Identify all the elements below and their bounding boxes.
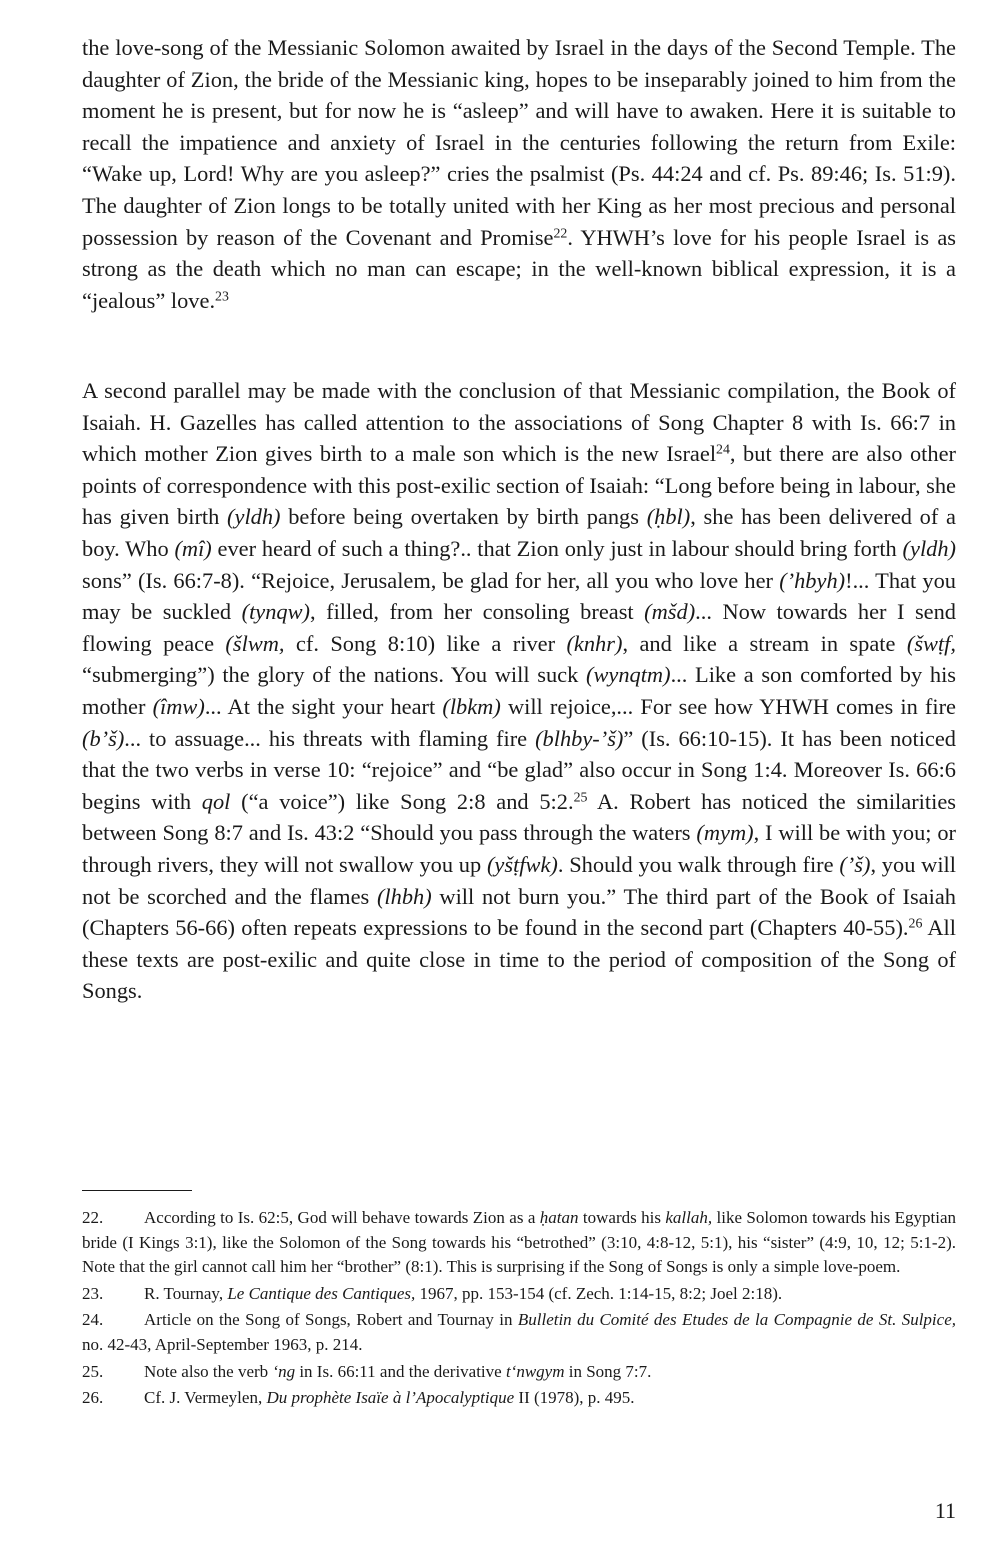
footnote-number: 24. [82, 1310, 104, 1330]
hebrew-term: (ḥbl) [646, 504, 691, 530]
text-run: , and like a stream in spate [622, 630, 907, 656]
footnote-22 [82, 1206, 956, 1280]
hebrew-term: (yšṭfwk) [486, 851, 558, 877]
book-title: Le Cantique des Cantiques, [227, 1283, 416, 1303]
footnote-number: 25. [82, 1361, 104, 1381]
text-run: the love-song of the Messianic Solomon awaited by Israel in the days of the Second Temple. The daughter of Zion, the bride of the Messianic king, hopes to be inseparably joined to him from the moment he is present, but for now he is “asleep” and will have to awaken. Here it is suitable to recall the impatience and anxiety of Israel in the centuries following the return from Exile: “Wake up, Lord! Why are you asleep?” cries the psalmist (Ps. 44:24 and cf. Ps. 89:46; Is. 51:9). The daughter of Zion longs to be totally united with her King as her most precious and personal possession by reason of the Covenant and Promise [82, 35, 956, 250]
footnote-24 [82, 1308, 956, 1357]
hebrew-term: (yldh) [227, 504, 281, 530]
hebrew-term: (’š) [839, 851, 871, 877]
text-run: sons” (Is. 66:7-8). “Rejoice, Jerusalem, be glad for her, all you who love her [82, 567, 780, 593]
hebrew-term: (mî) [174, 535, 212, 561]
hebrew-term: (yldh) [902, 535, 957, 561]
body-paragraph-2 [82, 375, 956, 1007]
footnote-ref-26: 26 [908, 916, 923, 932]
text-run: (“a voice”) like Song 2:8 and 5:2. [230, 788, 574, 814]
text-run: towards his [578, 1208, 666, 1227]
text-run: , she has been delivered of a boy. Who [82, 504, 956, 561]
text-run: , I will be with you; or through rivers, they will not swallow you up [82, 820, 957, 877]
text-run: , but there are also other points of correspondence with this post-exilic section of Isaiah: “Long before being in labour, she has given birth [82, 441, 956, 530]
footnote-23 [82, 1282, 956, 1307]
text-run: ... Like a son comforted by his mother [82, 662, 957, 719]
hebrew-term: (îmw) [152, 693, 205, 719]
hebrew-term: (mym) [696, 820, 754, 846]
hebrew-term: (blhby-’š) [535, 725, 624, 751]
text-run: ever heard of such a thing?.. that Zion only just in labour should bring forth [211, 535, 903, 561]
text-run: ... At the sight your heart [204, 693, 443, 719]
text-run: ... to assuage... his threats with flaming fire [124, 725, 536, 751]
footnote-ref-23: 23 [215, 289, 229, 305]
text-run: ... Now towards her I send flowing peace [82, 599, 956, 656]
text-run: A second parallel may be made with the conclusion of that Messianic compilation, the Book of Isaiah. H. Gazelles has called attention to the associations of Song Chapter 8 with Is. 66:7 in which mother Zion gives birth to a male son which is the new Israel [82, 378, 956, 467]
page-number: 11 [934, 1498, 956, 1523]
text-run: . YHWH’s love for his people Israel is as strong as the death which no man can escape; in the well-known biblical expression, it is a “jealous” love. [82, 224, 956, 313]
text-run: like Solomon towards his Egyptian bride (I Kings 3:1), like the Solomon of the Song towards his “betrothed” (3:10, 4:8-12, 5:1), his “sister” (4:9, 10, 12; 5:1-2). Note that the girl cannot call him her “brother” (8:1). This is surprising if the Song of Songs is only a simple love-poem. [82, 1208, 956, 1277]
footnote-ref-24: 24 [716, 442, 730, 458]
footnote-number: 23. [82, 1283, 104, 1303]
text-run: !... That you may be suckled [82, 567, 956, 625]
hebrew-term: (mšd) [644, 599, 696, 625]
text-run: Cf. J. Vermeylen, [144, 1388, 267, 1408]
hebrew-term: (šwṭf, [906, 630, 957, 656]
text-run: R. Tournay, [144, 1283, 228, 1303]
hebrew-term: ‘ng [272, 1361, 296, 1381]
text-run: Note also the verb [144, 1361, 273, 1381]
footnote-divider [82, 1190, 192, 1191]
text-run: in Song 7:7. [564, 1361, 652, 1381]
footnote-25 [82, 1360, 956, 1385]
footnotes-list [82, 1206, 956, 1413]
footnote-26 [82, 1386, 956, 1411]
text-run: cf. Song 8:10) like a river [284, 630, 567, 656]
text-run: A. Robert has noticed the similarities between Song 8:7 and Is. 43:2 “Should you pass through the waters [82, 788, 956, 846]
hebrew-term: qol [201, 788, 231, 814]
journal-title: Bulletin du Comité des Etudes de la Compagnie de St. Sulpice, [517, 1310, 956, 1330]
hebrew-term: (’hbyh) [779, 567, 846, 593]
hebrew-term: t‘nwgym [505, 1361, 565, 1381]
hebrew-term: (šlwm, [225, 630, 285, 656]
text-run: All these texts are post-exilic and quite close in time to the period of composition of the Song of Songs. [82, 915, 956, 1004]
footnote-number: 22. [82, 1208, 104, 1227]
hebrew-term: (knhr) [566, 630, 623, 656]
text-run: , you will not be scorched and the flames [82, 851, 956, 909]
hebrew-term: (wynqtm) [585, 662, 671, 688]
text-run: According to Is. 62:5, God will behave towards Zion as a [144, 1208, 540, 1227]
body-paragraph-1 [82, 32, 956, 316]
hebrew-term: (b’š) [82, 725, 125, 751]
book-title: Du prophète Isaïe à l’Apocalyptique [266, 1388, 515, 1408]
text-run: , filled, from her consoling breast [310, 599, 645, 625]
text-run: will not burn you.” The third part of the Book of Isaiah (Chapters 56-66) often repeats expressions to be found in the second part (Chapters 40-55). [82, 883, 956, 941]
text-run: ” (Is. 66:10-15). It has been noticed that the two verbs in verse 10: “rejoice” and “be glad” also occur in Song 1:4. Moreover Is. 66:6 begins with [82, 725, 956, 814]
italic-term: ḥatan [539, 1208, 579, 1227]
text-run: . Should you walk through fire [557, 851, 840, 877]
italic-term: kallah, [665, 1208, 713, 1227]
footnote-number: 26. [82, 1388, 104, 1408]
text-run: before being overtaken by birth pangs [280, 504, 647, 530]
text-run: “submerging”) the glory of the nations. You will suck [82, 662, 586, 688]
footnote-ref-25: 25 [573, 790, 588, 806]
hebrew-term: (lbkm) [442, 693, 501, 719]
hebrew-term: (tynqw) [241, 599, 311, 625]
hebrew-term: (lhbh) [376, 883, 432, 909]
text-run: will rejoice,... For see how YHWH comes in fire [500, 693, 956, 719]
footnote-ref-22: 22 [553, 225, 568, 241]
text-run: no. 42-43, April-September 1963, p. 214. [82, 1334, 363, 1354]
text-run: 1967, pp. 153-154 (cf. Zech. 1:14-15, 8:2; Joel 2:18). [415, 1283, 783, 1303]
text-run: II (1978), p. 495. [514, 1388, 635, 1408]
text-run: Article on the Song of Songs, Robert and Tournay in [144, 1310, 518, 1330]
text-run: in Is. 66:11 and the derivative [295, 1361, 506, 1381]
